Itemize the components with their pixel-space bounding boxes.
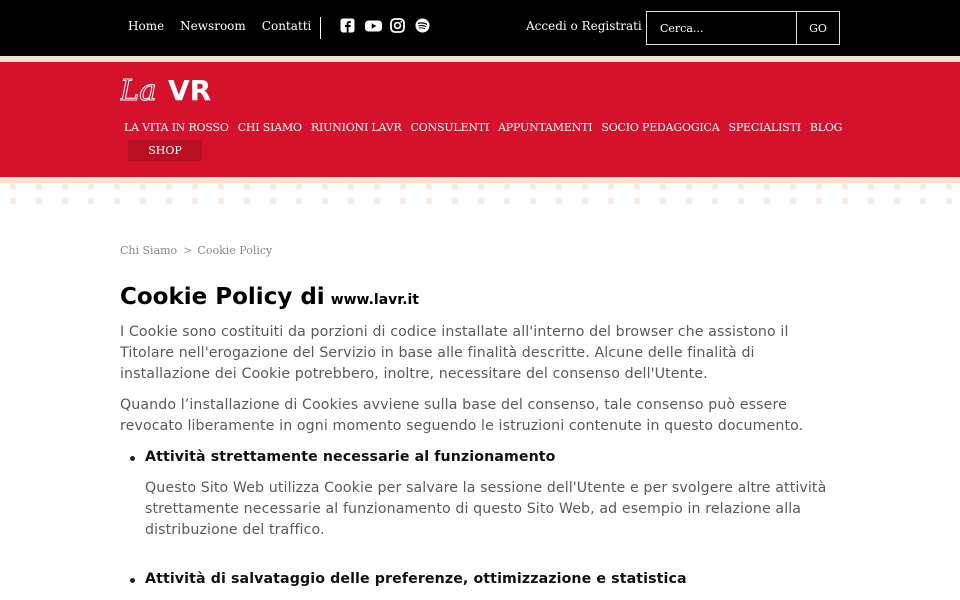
breadcrumb: [120, 244, 272, 257]
nav-appuntamenti[interactable]: APPUNTAMENTI: [498, 121, 593, 134]
logo-bold-text: VR: [168, 74, 212, 106]
top-nav: [128, 19, 311, 33]
top-nav-newsroom[interactable]: Newsroom: [180, 19, 246, 33]
breadcrumb-current: Cookie Policy: [197, 244, 273, 257]
main-nav: [124, 121, 842, 134]
breadcrumb-separator: >: [183, 244, 193, 257]
decorative-dots: [0, 183, 960, 205]
top-divider: [320, 17, 321, 39]
nav-chi-siamo[interactable]: CHI SIAMO: [237, 121, 302, 134]
nav-consulenti[interactable]: CONSULENTI: [410, 121, 490, 134]
nav-socio-pedagogica[interactable]: SOCIO PEDAGOGICA: [601, 121, 720, 134]
nav-blog[interactable]: BLOG: [809, 121, 843, 134]
section-text: Questo Sito Web utilizza Cookie per salvare la sessione dell'Utente e per svolgere altre attività strettamente necessarie al funzionamento di questo Sito Web, ad esempio in relazione alla distribuzione del traffico.: [145, 480, 827, 538]
bullet-icon: [130, 578, 135, 583]
section-heading: Attività di salvataggio delle preferenze, ottimizzazione e statistica: [145, 571, 687, 587]
section-heading: Attività strettamente necessarie al funzionamento: [145, 449, 556, 465]
list-item: [120, 447, 840, 541]
top-nav-home[interactable]: Home: [128, 19, 165, 33]
nav-riunioni-lavr[interactable]: RIUNIONI LAVR: [310, 121, 402, 134]
bullet-icon: [130, 456, 135, 461]
spotify-icon[interactable]: [415, 18, 430, 33]
breadcrumb-chi-siamo[interactable]: Chi Siamo: [120, 244, 178, 257]
nav-shop-button[interactable]: SHOP: [128, 140, 202, 161]
page-title-text: Cookie Policy di: [120, 284, 325, 310]
search-form: [646, 11, 840, 45]
search-go-button[interactable]: GO: [809, 21, 827, 35]
top-nav-contatti[interactable]: Contatti: [261, 19, 312, 33]
page-content: [120, 322, 840, 600]
nav-specialisti[interactable]: SPECIALISTI: [728, 121, 801, 134]
social-links: [340, 18, 430, 33]
facebook-icon[interactable]: [340, 18, 355, 33]
login-link[interactable]: Accedi o Registrati: [526, 19, 642, 33]
consent-paragraph: Quando l’installazione di Cookies avviene sulla base del consenso, tale consenso può essere revocato liberamente in ogni momento seguendo le istruzioni contenute in questo documento.: [120, 397, 804, 434]
logo-script-text: La: [120, 73, 157, 106]
cookie-sections-list: [120, 447, 840, 590]
nav-la-vita-in-rosso[interactable]: LA VITA IN ROSSO: [124, 121, 229, 134]
lavr-logo[interactable]: [120, 70, 224, 106]
intro-paragraph: I Cookie sono costituiti da porzioni di codice installate all'interno del browser che assistono il Titolare nell'erogazione del Servizio in base alle finalità descritte. Alcune delle finalità di installazione dei Cookie potrebbero, inoltre, necessitare del consenso dell'Utente.: [120, 324, 789, 382]
instagram-icon[interactable]: [390, 18, 405, 33]
list-item: [120, 569, 840, 590]
page-title: [120, 284, 419, 310]
search-input[interactable]: [647, 12, 797, 44]
youtube-icon[interactable]: [365, 18, 380, 33]
page-title-domain: www.lavr.it: [330, 292, 420, 308]
